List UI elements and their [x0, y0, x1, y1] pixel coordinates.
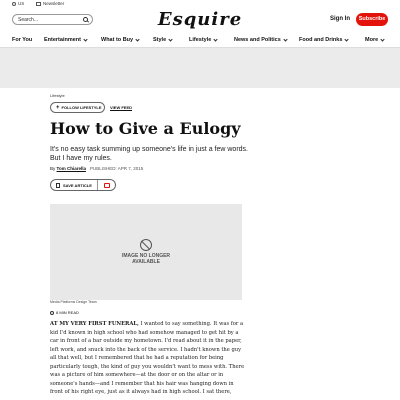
follow-label: FOLLOW LIFESTYLE: [61, 105, 102, 110]
ad-banner: [0, 48, 400, 88]
article-body: [50, 320, 246, 397]
chevron-down-icon: [169, 37, 173, 41]
chevron-down-icon: [135, 37, 139, 41]
lead-in: AT MY VERY FIRST FUNERAL,: [50, 321, 139, 327]
follow-button[interactable]: [50, 102, 105, 113]
edition-link[interactable]: [12, 1, 24, 6]
nav-item-entertainment[interactable]: [44, 37, 87, 43]
page-title: How to Give a Eulogy: [50, 119, 241, 138]
signin-link[interactable]: Sign In: [330, 16, 350, 22]
nav-label: Lifestyle: [189, 37, 212, 43]
nav-item-more[interactable]: [365, 37, 384, 43]
edition-label: US: [18, 1, 25, 6]
plus-icon: +: [56, 104, 60, 111]
byline-prefix: By: [50, 166, 56, 171]
chevron-down-icon: [283, 37, 287, 41]
nav-item-lifestyle[interactable]: [189, 37, 217, 43]
chevron-down-icon: [214, 37, 218, 41]
publish-date: PUBLISHED: APR 7, 2015: [89, 166, 144, 171]
read-time: [50, 310, 79, 315]
save-label: SAVE ARTICLE: [63, 182, 92, 188]
newsletter-link[interactable]: [36, 1, 64, 6]
nav-label: What to Buy: [101, 37, 134, 43]
search-placeholder: Search...: [18, 17, 39, 23]
author-link[interactable]: Tom Chiarella: [56, 166, 86, 171]
image-unavailable-text: IMAGE NO LONGER AVAILABLE: [121, 253, 171, 265]
image-caption: Media Platforms Design Team: [50, 300, 97, 304]
nav-item-news-and-politics[interactable]: [234, 37, 287, 43]
nav-label: Food and Drinks: [299, 37, 343, 43]
clock-icon: [50, 311, 54, 315]
site-logo[interactable]: Esquire: [157, 9, 243, 30]
byline: [50, 166, 143, 171]
breadcrumb[interactable]: Lifestyle: [50, 93, 65, 98]
chevron-down-icon: [345, 37, 349, 41]
save-article-button[interactable]: [51, 180, 98, 190]
mail-icon: [36, 2, 41, 6]
nav-label: News and Politics: [234, 37, 281, 43]
view-feed-link[interactable]: VIEW FEED: [110, 105, 133, 110]
chevron-down-icon: [83, 37, 87, 41]
chevron-down-icon: [381, 37, 385, 41]
nav-item-food-and-drinks[interactable]: [299, 37, 348, 43]
nav-label: Style: [153, 37, 167, 43]
nav-item-style[interactable]: [153, 37, 172, 43]
bookmark-icon: [56, 183, 60, 188]
read-time-label: 8 MIN READ: [56, 310, 79, 315]
header: [0, 10, 400, 32]
nav-label: For You: [12, 37, 33, 43]
nav-item-what-to-buy[interactable]: [101, 37, 139, 43]
nav-label: Entertainment: [44, 37, 81, 43]
share-icon[interactable]: [104, 183, 110, 188]
lead-image-placeholder: [50, 204, 242, 300]
no-image-icon: [140, 239, 152, 251]
subscribe-button[interactable]: Subscribe: [356, 13, 388, 26]
main-nav: [0, 32, 400, 48]
save-share-group: [50, 179, 116, 191]
nav-label: More: [365, 37, 379, 43]
article-dek: It's no easy task summing up someone's life in just a few words. But I have my rules.: [50, 146, 248, 162]
nav-item-for-you[interactable]: [12, 37, 32, 43]
globe-icon: [12, 2, 16, 6]
newsletter-label: Newsletter: [43, 1, 65, 6]
body-text: I wanted to say something. It was for a kid I'd known in high school who had somehow managed to get hit by a car in front of a bar outside my hometown. I'd read about it in the paper, left work, and snuck into the back of the service. I hadn't known the guy all that well, but I remembered that he had a reputation for being particularly tough, the kind of guy you wouldn't want to mess with. There was a picture of him somewhere—at the door or on the altar or in someone's hands—and I remember that his hair was hanging down in front of his right eye, just as it always had in high school. I sat there,: [50, 321, 245, 395]
